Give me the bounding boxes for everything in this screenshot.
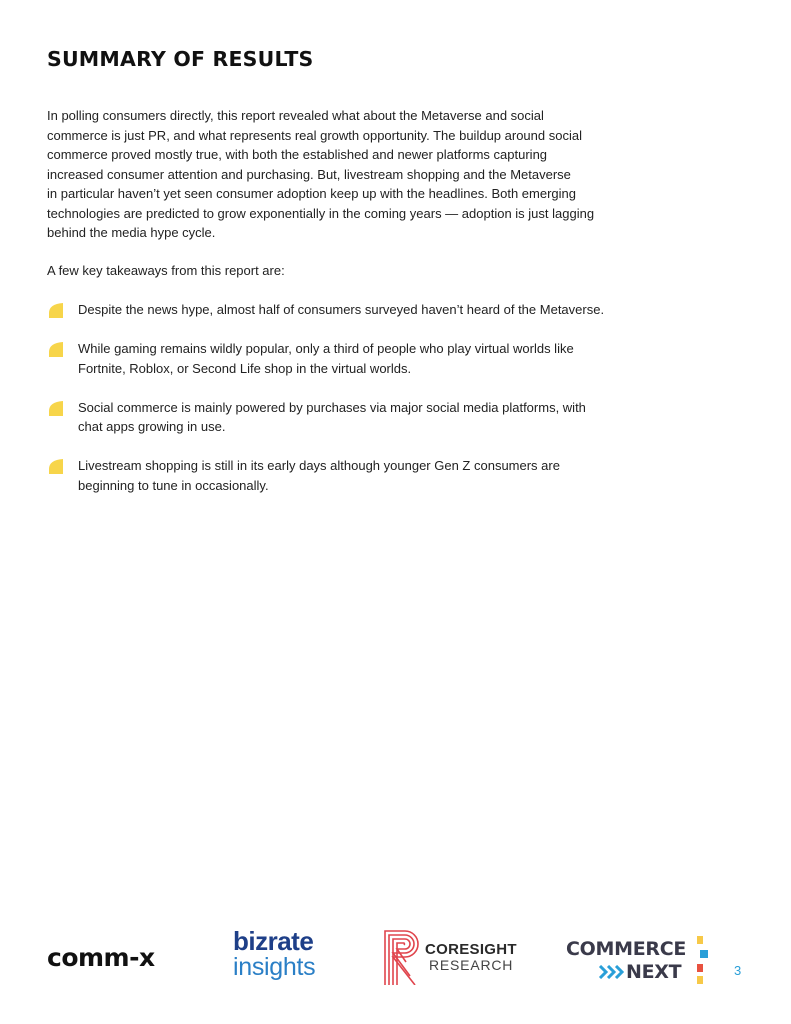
- quarter-circle-bullet-icon: [47, 401, 63, 416]
- coresight-r-mark-icon: [383, 929, 423, 985]
- takeaways-list: [47, 300, 687, 515]
- bizrate-logo-line2: insights: [233, 953, 316, 981]
- list-item: [47, 300, 687, 320]
- bullet-text: beginning to tune in occasionally.: [78, 477, 269, 493]
- list-item: [47, 398, 687, 437]
- commx-logo-text: comm-x: [47, 943, 155, 972]
- intro-line: behind the media hype cycle.: [47, 225, 216, 240]
- quarter-circle-bullet-icon: [47, 303, 63, 318]
- intro-line: technologies are predicted to grow exponentially in the coming years — adoption is just lagging: [47, 205, 595, 221]
- page-number: 3: [734, 963, 742, 978]
- colored-blocks-icon: [695, 936, 709, 986]
- list-item: [47, 339, 687, 378]
- intro-line: commerce proved mostly true, with both the established and newer platforms capturing: [47, 147, 548, 162]
- bizrate-insights-logo: [233, 928, 315, 980]
- commercenext-logo: [566, 936, 711, 986]
- bullet-text: While gaming remains wildly popular, only a third of people who play virtual worlds like: [78, 341, 574, 356]
- quarter-circle-bullet-icon: [47, 459, 63, 474]
- list-item: [47, 456, 687, 495]
- commercenext-logo-line2: NEXT: [626, 961, 682, 983]
- bullet-text: chat apps growing in use.: [78, 419, 226, 434]
- bullet-text: Social commerce is mainly powered by purchases via major social media platforms, with: [78, 399, 586, 415]
- coresight-research-logo: [383, 929, 523, 985]
- intro-paragraph: [47, 106, 687, 243]
- commx-logo: [47, 943, 155, 972]
- intro-line: increased consumer attention and purchasing. But, livestream shopping and the Metaverse: [47, 166, 571, 182]
- coresight-logo-line1: CORESIGHT: [425, 941, 517, 958]
- page-title: SUMMARY OF RESULTS: [47, 47, 314, 71]
- quarter-circle-bullet-icon: [47, 342, 63, 357]
- bullet-text: Despite the news hype, almost half of consumers surveyed haven’t heard of the Metaverse.: [78, 302, 605, 317]
- commercenext-logo-line1: COMMERCE: [566, 938, 687, 960]
- bullet-text: Fortnite, Roblox, or Second Life shop in the virtual worlds.: [78, 360, 412, 376]
- bullet-text: Livestream shopping is still in its early days although younger Gen Z consumers are: [78, 458, 560, 473]
- intro-line: in particular haven’t yet seen consumer adoption keep up with the headlines. Both emerging: [47, 186, 576, 201]
- chevrons-icon: [598, 965, 624, 979]
- intro-line: In polling consumers directly, this report revealed what about the Metaverse and social: [47, 108, 544, 123]
- bizrate-logo-line1: bizrate: [233, 926, 314, 956]
- intro-line: commerce is just PR, and what represents real growth opportunity. The buildup around social: [47, 127, 582, 143]
- takeaways-lead: A few key takeaways from this report are:: [47, 263, 285, 278]
- coresight-logo-line2: RESEARCH: [429, 957, 514, 973]
